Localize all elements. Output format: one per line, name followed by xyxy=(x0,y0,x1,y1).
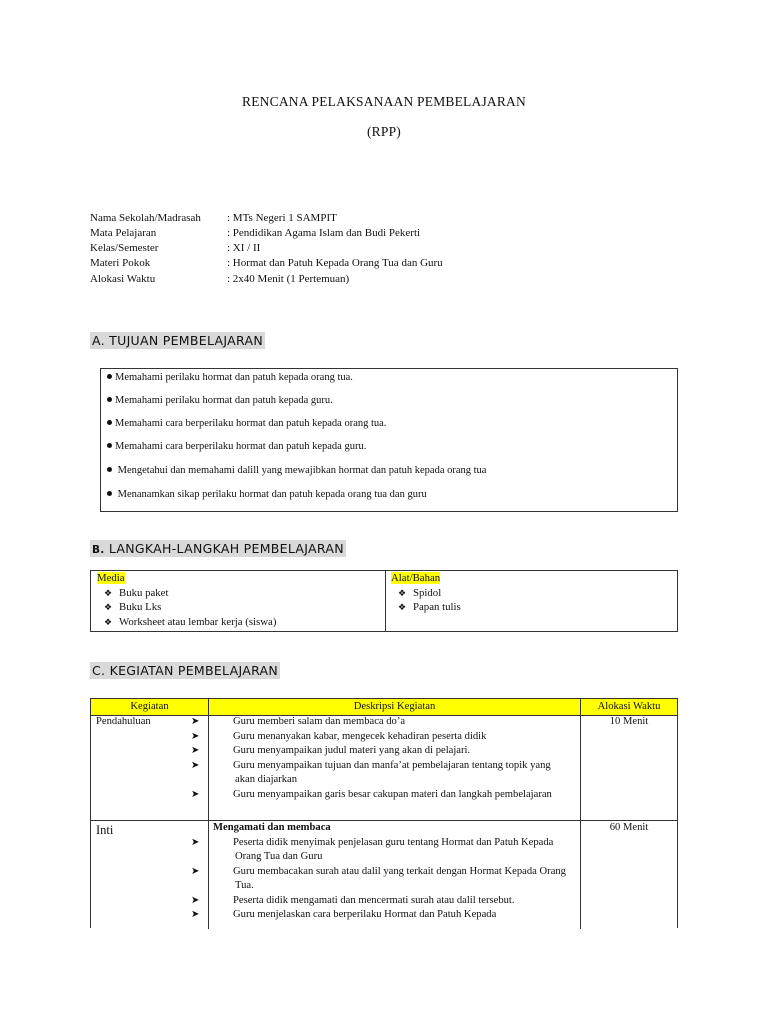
value-topic: : Hormat dan Patuh Kepada Orang Tua dan Guru xyxy=(227,257,443,269)
bullet-icon xyxy=(107,374,112,379)
column-header: Kegiatan xyxy=(130,701,169,712)
label-time: Alokasi Waktu xyxy=(90,273,156,285)
diamond-bullet-icon: ❖ xyxy=(397,587,407,598)
arrow-bullet-icon: ➤ xyxy=(191,836,200,848)
column-divider xyxy=(580,699,581,929)
waktu-cell: 60 Menit xyxy=(609,822,649,833)
bullet-icon xyxy=(107,420,112,425)
label-topic: Materi Pokok xyxy=(90,257,151,269)
bullet-icon xyxy=(107,443,112,448)
list-item: ➤ Peserta didik mengamati dan mencermati surah atau dalil tersebut. xyxy=(213,894,573,909)
arrow-bullet-icon: ➤ xyxy=(191,759,200,771)
tujuan-box xyxy=(100,368,678,512)
kegiatan-table xyxy=(90,698,678,928)
alat-header: Alat/Bahan xyxy=(391,572,441,584)
section-c-heading: C. KEGIATAN PEMBELAJARAN xyxy=(92,663,279,678)
bullet-icon xyxy=(107,491,112,496)
document-subtitle: (RPP) xyxy=(366,124,401,139)
list-item: ➤ Guru menyampaikan judul materi yang akan di pelajari. xyxy=(213,744,565,759)
deskripsi-cell xyxy=(191,715,565,802)
value-time: : 2x40 Menit (1 Pertemuan) xyxy=(227,273,350,285)
list-item: ➤ Guru memberi salam dan membaca do’a xyxy=(213,715,565,730)
arrow-bullet-icon: ➤ xyxy=(191,788,200,800)
media-column xyxy=(97,571,276,629)
alat-column xyxy=(391,571,461,615)
list-item: ➤ Guru menyampaikan tujuan dan manfa’at pembelajaran tentang topik yang akan diajarkan xyxy=(191,759,551,785)
diamond-bullet-icon: ❖ xyxy=(397,602,407,612)
kegiatan-cell: Pendahuluan xyxy=(96,716,151,727)
diamond-bullet-icon: ❖ xyxy=(103,616,113,627)
arrow-bullet-icon: ➤ xyxy=(191,894,200,906)
value-subject: : Pendidikan Agama Islam dan Budi Pekerti xyxy=(227,227,421,239)
list-item: ➤ Guru menyampaikan garis besar cakupan materi dan langkah pembelajaran xyxy=(213,788,565,803)
arrow-bullet-icon: ➤ xyxy=(191,909,200,920)
label-class: Kelas/Semester xyxy=(90,242,159,254)
list-item: Memahami perilaku hormat dan patuh kepada orang tua. xyxy=(107,372,353,383)
section-b-heading: B. LANGKAH-LANGKAH PEMBELAJARAN xyxy=(92,541,344,556)
arrow-bullet-icon: ➤ xyxy=(191,730,200,742)
arrow-bullet-icon: ➤ xyxy=(191,716,200,727)
list-item: ➤ Guru menjelaskan cara berperilaku Hormat dan Patuh Kepada xyxy=(213,908,573,923)
column-divider xyxy=(385,571,386,631)
list-item: ❖ Buku Lks xyxy=(97,600,276,615)
list-item: Menanamkan sikap perilaku hormat dan patuh kepada orang tua dan guru xyxy=(107,489,427,500)
column-divider xyxy=(208,699,209,929)
value-class: : XI / II xyxy=(227,242,261,254)
list-item: Mengetahui dan memahami dalill yang mewajibkan hormat dan patuh kepada orang tua xyxy=(107,465,486,476)
list-item: ➤ Peserta didik menyimak penjelasan guru tentang Hormat dan Patuh Kepada Orang Tua dan Guru xyxy=(191,836,554,862)
bullet-icon xyxy=(107,397,112,402)
bullet-icon xyxy=(107,467,112,472)
column-header: Deskripsi Kegiatan xyxy=(353,701,436,712)
media-table xyxy=(90,570,678,632)
list-item: ❖ Spidol xyxy=(391,586,461,601)
list-item: ➤ Guru membacakan surah atau dalil yang terkait dengan Hormat Kepada Orang Tua. xyxy=(191,865,566,891)
list-item: Memahami cara berperilaku hormat dan patuh kepada orang tua. xyxy=(107,418,386,429)
column-header: Alokasi Waktu xyxy=(597,701,661,712)
arrow-bullet-icon: ➤ xyxy=(191,865,200,877)
list-item: Memahami cara berperilaku hormat dan patuh kepada guru. xyxy=(107,441,366,452)
list-item: ➤ Guru menanyakan kabar, mengecek kehadiran peserta didik xyxy=(213,730,565,745)
list-item: ❖ Papan tulis xyxy=(391,600,461,615)
waktu-cell: 10 Menit xyxy=(609,716,649,727)
deskripsi-cell xyxy=(191,821,573,923)
label-school: Nama Sekolah/Madrasah xyxy=(90,212,201,224)
label-subject: Mata Pelajaran xyxy=(90,227,157,239)
media-header: Media xyxy=(97,572,125,584)
value-school: : MTs Negeri 1 SAMPIT xyxy=(227,212,337,224)
kegiatan-cell: Inti xyxy=(96,823,114,837)
subheading: Mengamati dan membaca xyxy=(213,822,331,833)
list-item: ❖ Worksheet atau lembar kerja (siswa) xyxy=(97,615,276,630)
section-a-heading: A. TUJUAN PEMBELAJARAN xyxy=(92,333,263,348)
list-item: ❖ Buku paket xyxy=(97,586,276,601)
arrow-bullet-icon: ➤ xyxy=(191,745,200,756)
diamond-bullet-icon: ❖ xyxy=(103,587,113,598)
list-item: Memahami perilaku hormat dan patuh kepada guru. xyxy=(107,395,333,406)
diamond-bullet-icon: ❖ xyxy=(103,602,113,612)
document-title: RENCANA PELAKSANAAN PEMBELAJARAN xyxy=(242,94,526,109)
